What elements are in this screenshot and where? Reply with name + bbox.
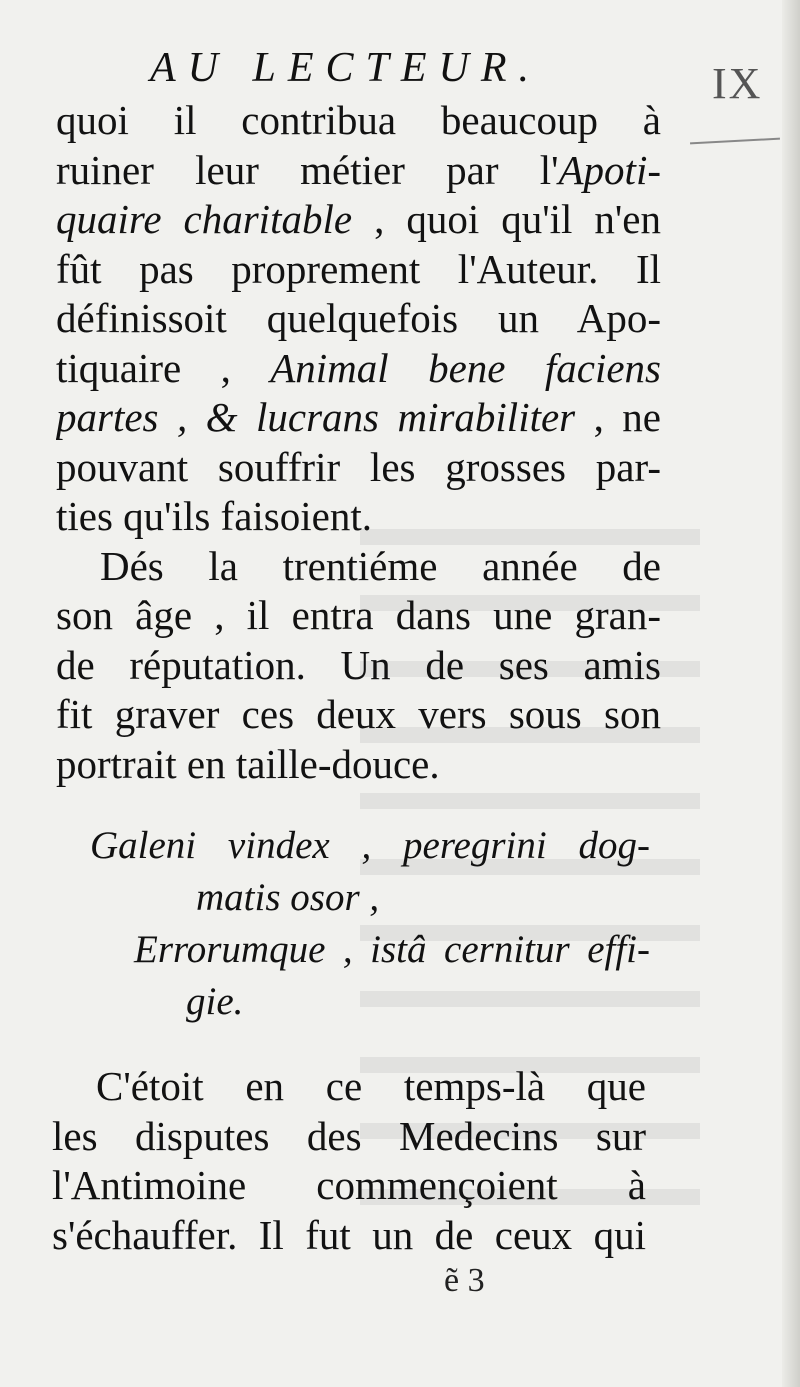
verse-quotation: [90, 820, 650, 1028]
text-line: son âge , il entra dans une gran-: [56, 592, 661, 638]
text-line: fit graver ces deux vers sous son: [56, 691, 661, 737]
text-line: partes , & lucrans mirabiliter , ne: [56, 394, 661, 440]
paragraph-1: [56, 96, 661, 789]
text-line: fût pas proprement l'Auteur. Il: [56, 245, 661, 292]
paragraph-3: [52, 1062, 646, 1260]
text-line: les disputes des Medecins sur: [52, 1112, 646, 1159]
verse-line: Errorumque , istâ cernitur effi-: [134, 928, 650, 971]
text-line: portrait en taille-douce.: [56, 740, 440, 787]
running-title: AU LECTEUR.: [150, 45, 542, 91]
text-line: quoi il contribua beaucoup à: [56, 97, 661, 143]
text-line: ruiner leur métier par l'Apoti-: [56, 146, 661, 193]
verse-line: matis osor ,: [196, 876, 380, 919]
verse-line: gie.: [186, 980, 244, 1023]
signature-mark: ẽ 3: [444, 1262, 485, 1299]
text-line: tiquaire , Animal bene faciens: [56, 344, 661, 391]
page-edge-shadow: [782, 0, 800, 1387]
text-line: de réputation. Un de ses amis: [56, 641, 661, 688]
text-line: pouvant souffrir les grosses par-: [56, 443, 661, 490]
text-line: l'Antimoine commençoient à: [52, 1162, 646, 1208]
text-line: Dés la trentiéme année de: [100, 542, 661, 589]
folio-underline: [690, 138, 780, 145]
folio-handwritten-mark: IX: [712, 59, 763, 108]
verse-line: Galeni vindex , peregrini dog-: [90, 824, 650, 867]
text-line: définissoit quelquefois un Apo-: [56, 295, 661, 341]
text-line: s'échauffer. Il fut un de ceux qui: [52, 1211, 646, 1258]
text-line: ties qu'ils faisoient.: [56, 493, 372, 539]
text-line: quaire charitable , quoi qu'il n'en: [56, 196, 661, 242]
text-line: C'étoit en ce temps-là que: [96, 1063, 646, 1109]
